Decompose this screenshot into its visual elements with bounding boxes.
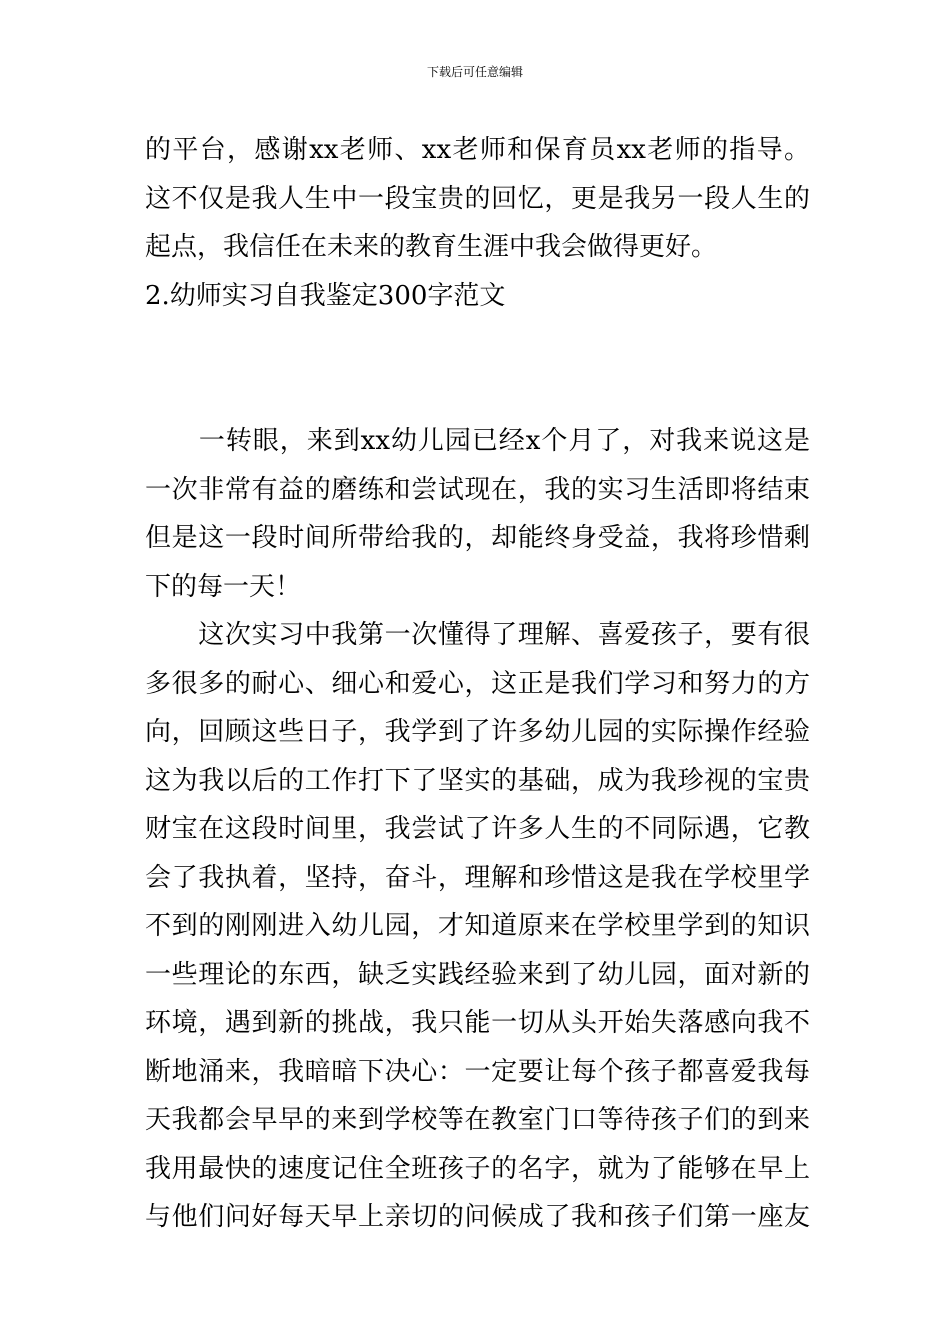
document-body [145,126,810,1242]
text-line: 与他们问好每天早上亲切的问候成了我和孩子们第一座友 [145,1202,810,1232]
text-line: 这为我以后的工作打下了坚实的基础，成为我珍视的宝贵 [145,765,810,796]
text-line: 天我都会早早的来到学校等在教室门口等待孩子们的到来 [145,1105,810,1135]
text-line: 一次非常有益的磨练和尝试现在，我的实习生活即将结束 [145,474,810,505]
text-line: 这次实习中我第一次懂得了理解、喜爱孩子，要有很 [145,620,810,650]
text-line: 向，回顾这些日子，我学到了许多幼儿园的实际操作经验 [145,717,810,747]
text-line: 的平台，感谢xx老师、xx老师和保育员xx老师的指导。 [145,135,810,165]
page-header: 下载后可任意编辑 [426,65,523,79]
text-line: 环境，遇到新的挑战，我只能一切从头开始失落感向我不 [145,1008,810,1038]
text-line: 财宝在这段时间里，我尝试了许多人生的不同际遇，它教 [145,814,810,844]
text-line: 这不仅是我人生中一段宝贵的回忆，更是我另一段人生的 [145,183,810,214]
text-line: 不到的刚刚进入幼儿园，才知道原来在学校里学到的知识 [145,911,810,941]
text-line: 一转眼，来到xx幼儿园已经x个月了，对我来说这是 [145,426,810,456]
section-heading: 2.幼师实习自我鉴定300字范文 [145,280,506,311]
text-line: 会了我执着，坚持，奋斗，理解和珍惜这是我在学校里学 [145,862,810,893]
section-spacer [145,320,810,417]
text-line: 一些理论的东西，缺乏实践经验来到了幼儿园，面对新的 [145,959,810,990]
text-line: 但是这一段时间所带给我的，却能终身受益，我将珍惜剩 [145,523,810,553]
text-line: 起点，我信任在未来的教育生涯中我会做得更好。 [145,232,718,262]
text-line: 我用最快的速度记住全班孩子的名字，就为了能够在早上 [145,1153,810,1184]
text-line: 断地涌来，我暗暗下决心：一定要让每个孩子都喜爱我每 [145,1056,810,1087]
text-line: 多很多的耐心、细心和爱心，这正是我们学习和努力的方 [145,668,810,699]
text-line: 下的每一天！ [145,571,302,602]
